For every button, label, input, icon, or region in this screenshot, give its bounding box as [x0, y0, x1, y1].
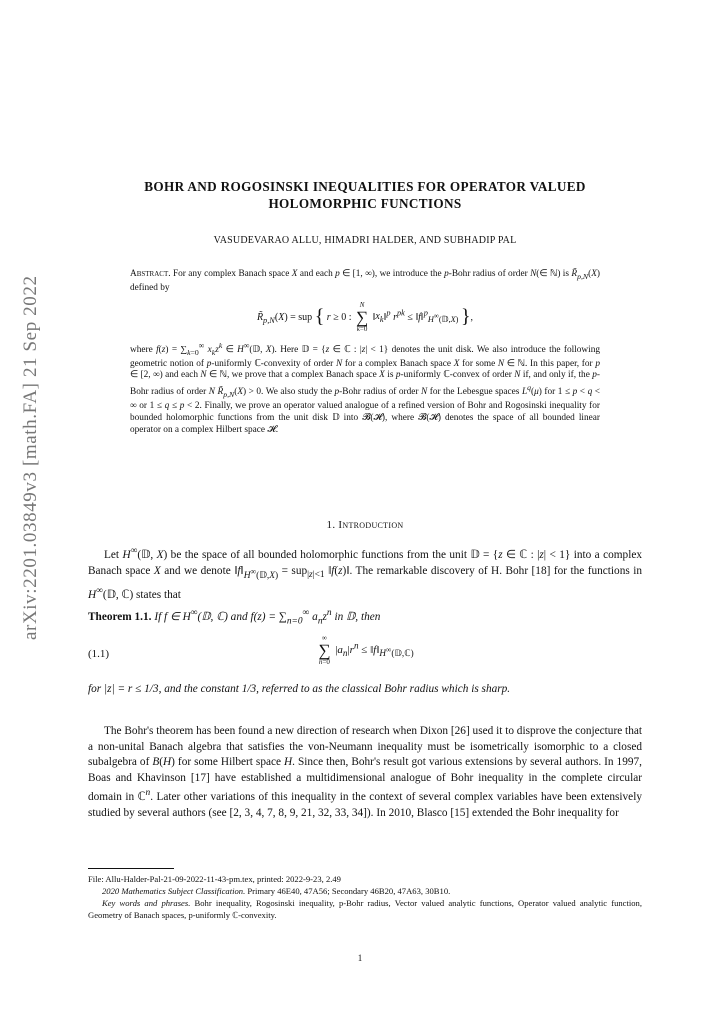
title-line-2: HOLOMORPHIC FUNCTIONS — [268, 195, 462, 211]
theorem-1-1-statement: Theorem 1.1. If f ∈ H∞(𝔻, ℂ) and $f(z) = \sum_{n=0}^\infty$ $a_nz^n$ in 𝔻, then — [88, 608, 381, 627]
title-line-1: BOHR AND ROGOSINSKI INEQUALITIES FOR OPERATOR VALUED — [144, 179, 586, 194]
intro-paragraph-1: Let H∞(𝔻, X) be the space of all bounded holomorphic functions from the unit 𝔻 = {z ∈ ℂ : |z| < 1} into a complex Banach space X and we denote $‖f‖_{H^\infty(𝔻,X)} = sup_{|z|<1}$ ‖f(z)‖. The remarkable discovery of H. Bohr [18] for the functions in H∞(𝔻, ℂ) states that — [88, 546, 642, 601]
paper-title — [88, 179, 642, 212]
section-heading: 1. Introduction — [326, 519, 404, 531]
abstract: Abstract. For any complex Banach space X and each p ∈ [1, ∞), we introduce the p-Bohr radius of order N(∈ ℕ) is $R̃_{p,N}(X)$ defined by $R̃_{p,N}(X)$ = sup { r ≥ 0 : N ∑ k=0 $‖x_k‖^p$ $r^{pk}$ ≤ ‖f‖$^p_{H^\infty(𝔻,X)}$ }, where $f(z) = \sum_{k=0}^\infty$ $x_kz^k$ ∈ H∞(𝔻, X). Here 𝔻 = {z ∈ ℂ : |z| < 1} denotes the unit disk. We also introduce the following geometric notion of p-uniformly ℂ-convexity of order N for a complex Banach space X for some N ∈ ℕ. In this paper, for p ∈ [2, ∞) and each N ∈ ℕ, we prove that a complex Banach space X is p-uniformly ℂ-convex of order N if, and only if, the p-Bohr radius of order N $R̃_{p,N}(X) > 0$. We also study the p-Bohr radius of order N for the Lebesgue spaces $L^q(\mu)$ for 1 ≤ p < q < ∞ or 1 ≤ q ≤ p < 2. Finally, we prove an operator valued analogue of a refined version of Bohr and Rogosinski inequality for bounded holomorphic functions from the unit disk 𝔻 into 𝓑(𝓗), where 𝓑(𝓗) denotes the space of all bounded linear operator on a complex Hilbert space 𝓗. — [130, 269, 601, 436]
footnotes — [88, 873, 642, 921]
footnote-rule — [88, 868, 174, 869]
page-number: 1 — [357, 953, 363, 963]
intro-paragraph-2: The Bohr's theorem has been found a new direction of research when Dixon [26] used it to disprove the conjecture that a non-unital Banach algebra that satisfies the von-Neumann inequality must be isometrically isomorphic to a closed subalgebra of B(H) for some Hilbert space H. Since then, Bohr's result got various extensions by several authors. In 1997, Boas and Khavinson [17] have established a multidimensional analogue of Bohr inequality in the complete circular domain in ℂ$^n$. Later other variations of this inequality in the context of several complex variables have been extensively studied by several authors (see [2, 3, 4, 7, 8, 9, 21, 32, 33, 34]). In 2010, Blasco [15] extended the Bohr inequality for — [88, 725, 642, 819]
keywords-line: Key words and phrases. Bohr inequality, Rogosinski inequality, p-Bohr radius, Vector valued analytic functions, Operator valued analytic function, Geometry of Banach spaces, p-uniformly ℂ-convexity. — [88, 898, 642, 920]
equation-number: (1.1) — [88, 648, 110, 660]
theorem-label: Theorem 1.1. — [88, 610, 152, 623]
abstract-display-formula: $R̃_{p,N}(X)$ = sup { r ≥ 0 : N ∑ k=0 $‖x_k‖^p$ $r^{pk}$ ≤ ‖f‖$^p_{H^\infty(𝔻,X)}$ }, — [256, 300, 474, 333]
equation-1-1: (1.1) ∞ ∑ n=0 $|a_n|r^n$ ≤ $‖f‖_{H^\infty(𝔻,ℂ)}$ — [88, 634, 414, 666]
abstract-label: Abstract. — [130, 269, 171, 279]
theorem-1-1-conclusion: for |z| = r ≤ 1/3, and the constant 1/3, referred to as the classical Bohr radius which is sharp. — [88, 683, 511, 695]
author-list: VASUDEVARAO ALLU, HIMADRI HALDER, AND SUBHADIP PAL — [213, 235, 517, 246]
footer-file-line: File: Allu-Halder-Pal-21-09-2022-11-43-pm.tex, printed: 2022-9-23, 2.49 — [88, 874, 341, 884]
msc-line: 2020 Mathematics Subject Classification. Primary 46E40, 47A56; Secondary 46B20, 47A63, 30B10. — [102, 886, 451, 896]
paper-page: arXiv:2201.03849v3 [math.FA] 21 Sep 2022 BOHR AND ROGOSINSKI INEQUALITIES FOR OPERATOR VALUED HOLOMORPHIC FUNCTIONS VASUDEVARAO ALLU, HIMADRI HALDER, AND SUBHADIP PAL Abstract. For any complex Banach space X and each p ∈ [1, ∞), we introduce the p-Bohr radius of order N(∈ ℕ) is $R̃_{p,N}(X)$ defined by $R̃_{p,N}(X)$ = sup { r ≥ 0 : N ∑ k=0 $‖x_k‖^p$ $r^{pk}$ ≤ ‖f‖$^p_{H^\infty(𝔻,X)}$ }, where $f(z) = \sum_{k=0}^\infty$ $x_kz^k$ ∈ H∞(𝔻, X). Here 𝔻 = {z ∈ ℂ : |z| < 1} denotes the unit disk. We also introduce the following geometric notion of p-uniformly ℂ-convexity of order N for a complex Banach space X for some N ∈ ℕ. In this paper, for p ∈ [2, ∞) and each N ∈ ℕ, we prove that a complex Banach space X is p-uniformly ℂ-convex of order N if, and only if, the p-Bohr radius of order N $R̃_{p,N}(X) > 0$. We also study the p-Bohr radius of order N for the Lebesgue spaces $L^q(\mu)$ for 1 ≤ p < q < ∞ or 1 ≤ q ≤ p < 2. Finally, we prove an operator valued analogue of a refined version of Bohr and Rogosinski inequality for bounded holomorphic functions from the unit disk 𝔻 into 𝓑(𝓗), where 𝓑(𝓗) denotes the space of all bounded linear operator on a complex Hilbert space 𝓗. 1. Introduction Let H∞(𝔻, X) be the space of all bounded holomorphic functions from the unit 𝔻 = {z ∈ ℂ : |z| < 1} into a complex Banach space X and we denote $‖f‖_{H^\infty(𝔻,X)} = sup_{|z|<1}$ ‖f(z)‖. The remarkable discovery of H. Bohr [18] for the functions in H∞(𝔻, ℂ) states that Theorem 1.1. If f ∈ H∞(𝔻, ℂ) and $f(z) = \sum_{n=0}^\infty$ $a_nz^n$ in 𝔻, then (1.1) ∞ ∑ n=0 $|a_n|r^n$ ≤ $‖f‖_{H^\infty(𝔻,ℂ)}$ for |z| = r ≤ 1/3, and the constant 1/3, referred to as the classical Bohr radius which is sharp. The Bohr's theorem has been found a new direction of research when Dixon [26] used it to disprove the conjecture that a non-unital Banach algebra that satisfies the von-Neumann inequality must be isometrically isomorphic to a closed subalgebra of B(H) for some Hilbert space H. Since then, Bohr's result got various extensions by several authors. In 1997, Boas and Khavinson [17] have established a multidimensional analogue of Bohr inequality in the complete circular domain in ℂ$^n$. Later other variations of this inequality in the context of several complex variables have been extensively studied by several authors (see [2, 3, 4, 7, 8, 9, 21, 32, 33, 34]). In 2010, Blasco [15] extended the Bohr inequality for File: Allu-Halder-Pal-21-09-2022-11-43-pm.tex, printed: 2022-9-23, 2.49 2020 Mathematics Subject Classification. Primary 46E40, 47A56; Secondary 46B20, 47A63, 30B10. Key words and phrases. Bohr inequality, Rogosinski inequality, p-Bohr radius, Vector valued analytic functions, Operator valued analytic function, Geometry of Banach spaces, p-uniformly ℂ-convexity. 1 — [0, 0, 720, 1019]
